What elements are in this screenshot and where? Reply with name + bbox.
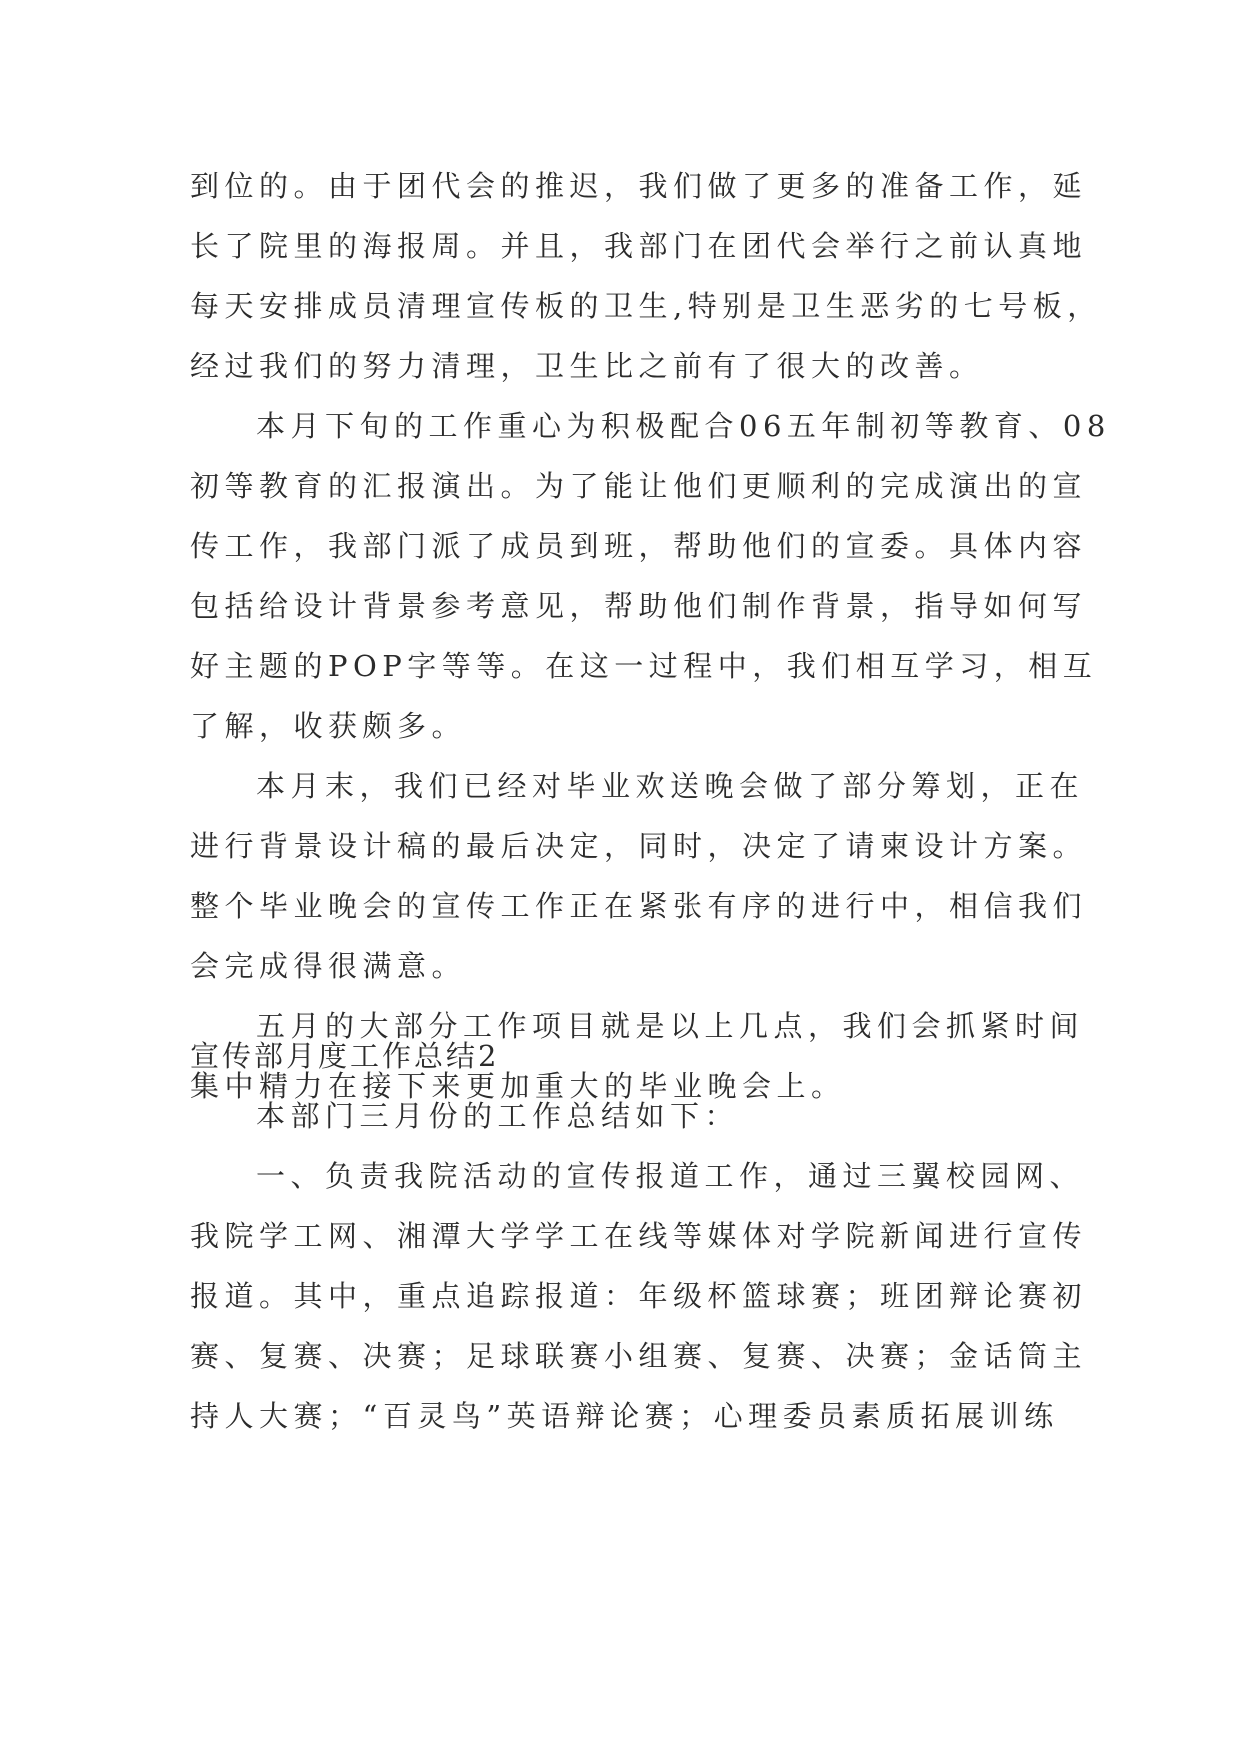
paragraph-line: 五月的大部分工作项目就是以上几点，我们会抓紧时间 (256, 1009, 1085, 1043)
paragraph-line: 报道。其中，重点追踪报道：年级杯篮球赛；班团辩论赛初 (190, 1279, 1088, 1313)
paragraph-line: 长了院里的海报周。并且，我部门在团代会举行之前认真地 (190, 229, 1088, 263)
paragraph-line: 到位的。由于团代会的推迟，我们做了更多的准备工作，延 (190, 169, 1088, 203)
document-body-part1 (190, 156, 1111, 1116)
paragraph-line: 一、负责我院活动的宣传报道工作，通过三翼校园网、 (256, 1159, 1085, 1193)
paragraph-line: 本月下旬的工作重心为积极配合06五年制初等教育、08 (256, 409, 1111, 443)
paragraph-line: 进行背景设计稿的最后决定，同时，决定了请柬设计方案。 (190, 829, 1088, 863)
paragraph-line: 初等教育的汇报演出。为了能让他们更顺利的完成演出的宣 (190, 469, 1088, 503)
section-heading: 宣传部月度工作总结2 (190, 1039, 500, 1073)
paragraph-line: 包括给设计背景参考意见，帮助他们制作背景，指导如何写 (190, 589, 1088, 623)
paragraph-line: 经过我们的努力清理，卫生比之前有了很大的改善。 (190, 349, 984, 383)
paragraph-line: 我院学工网、湘潭大学学工在线等媒体对学院新闻进行宣传 (190, 1219, 1088, 1253)
paragraph-line: 会完成得很满意。 (190, 949, 467, 983)
document-body-part2 (190, 1026, 1090, 1446)
paragraph-line: 了解，收获颇多。 (190, 709, 467, 743)
paragraph-line: 好主题的POP字等等。在这一过程中，我们相互学习，相互 (190, 649, 1098, 683)
paragraph-line: 持人大赛；“百灵鸟”英语辩论赛；心理委员素质拓展训练 (190, 1399, 1059, 1433)
paragraph-line: 每天安排成员清理宣传板的卫生,特别是卫生恶劣的七号板， (190, 289, 1102, 323)
paragraph-line: 本月末，我们已经对毕业欢送晚会做了部分筹划，正在 (256, 769, 1085, 803)
paragraph-line: 集中精力在接下来更加重大的毕业晚会上。 (190, 1069, 846, 1103)
paragraph-line: 传工作，我部门派了成员到班，帮助他们的宣委。具体内容 (190, 529, 1088, 563)
paragraph-line: 本部门三月份的工作总结如下： (256, 1099, 740, 1133)
paragraph-line: 整个毕业晚会的宣传工作正在紧张有序的进行中，相信我们 (190, 889, 1088, 923)
paragraph-line: 赛、复赛、决赛；足球联赛小组赛、复赛、决赛；金话筒主 (190, 1339, 1088, 1373)
